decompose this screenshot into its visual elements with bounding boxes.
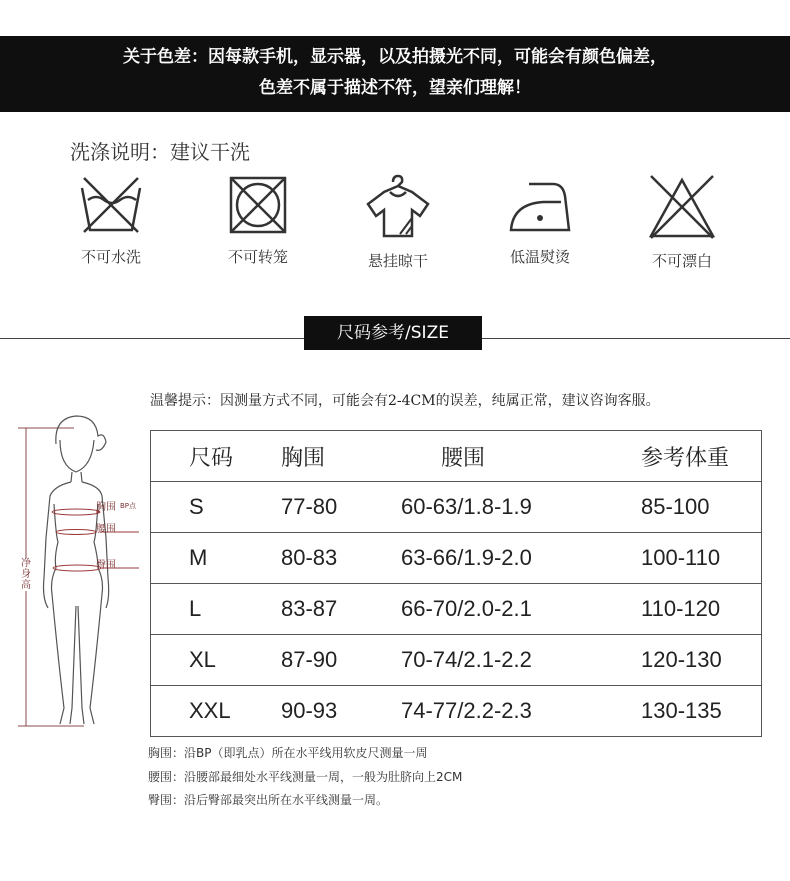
cell-chest: 83-87 xyxy=(281,584,401,635)
table-row xyxy=(151,533,762,584)
care-item-no-tumble xyxy=(203,174,313,267)
table-header-row xyxy=(151,431,762,482)
care-item-no-wash xyxy=(56,174,166,267)
care-label: 不可漂白 xyxy=(651,252,712,270)
low-iron-icon xyxy=(507,174,573,236)
note-chest: 胸围：沿BP（即乳点）所在水平线用软皮尺测量一周 xyxy=(148,746,428,760)
care-item-low-iron xyxy=(485,174,595,267)
wash-instructions-title: 洗涤说明：建议干洗 xyxy=(70,140,250,164)
size-section-label: 尺码参考/SIZE xyxy=(304,316,482,350)
care-item-no-bleach xyxy=(627,174,737,271)
note-hip: 臀围：沿后臀部最突出所在水平线测量一周。 xyxy=(148,793,389,807)
cell-size: S xyxy=(151,482,282,533)
cell-weight: 110-120 xyxy=(641,584,762,635)
cell-size: XXL xyxy=(151,686,282,737)
figure-waist-label: 腰围 xyxy=(96,524,116,535)
care-label: 悬挂晾干 xyxy=(367,252,428,270)
cell-waist: 63-66/1.9-2.0 xyxy=(401,533,641,584)
care-item-hang-dry xyxy=(343,174,453,271)
table-row xyxy=(151,482,762,533)
cell-chest: 87-90 xyxy=(281,635,401,686)
table-row xyxy=(151,584,762,635)
note-waist: 腰围：沿腰部最细处水平线测量一周，一般为肚脐向上2CM xyxy=(148,769,463,784)
no-bleach-icon xyxy=(647,174,717,240)
figure-chest-label: 胸围 xyxy=(96,502,116,513)
header-weight: 参考体重 xyxy=(641,431,762,482)
figure-illustration xyxy=(14,408,149,733)
body-measurement-figure xyxy=(14,408,149,737)
care-label: 不可水洗 xyxy=(80,248,141,266)
cell-chest: 77-80 xyxy=(281,482,401,533)
table-row xyxy=(151,635,762,686)
header-size: 尺码 xyxy=(151,431,282,482)
care-label: 低温熨烫 xyxy=(509,248,570,266)
figure-bp-label: BP点 xyxy=(120,502,137,510)
cell-weight: 130-135 xyxy=(641,686,762,737)
cell-chest: 80-83 xyxy=(281,533,401,584)
banner-line-1: 关于色差：因每款手机，显示器，以及拍摄光不同，可能会有颜色偏差， xyxy=(123,47,667,67)
banner-line-2: 色差不属于描述不符，望亲们理解！ xyxy=(259,78,531,98)
figure-height-label: 净身高 xyxy=(21,558,31,591)
cell-waist: 60-63/1.8-1.9 xyxy=(401,482,641,533)
cell-size: L xyxy=(151,584,282,635)
hang-dry-icon xyxy=(362,174,434,240)
header-waist: 腰围 xyxy=(401,431,641,482)
table-row xyxy=(151,686,762,737)
cell-waist: 70-74/2.1-2.2 xyxy=(401,635,641,686)
measurement-notes xyxy=(148,742,462,813)
cell-waist: 66-70/2.0-2.1 xyxy=(401,584,641,635)
no-tumble-dry-icon xyxy=(225,174,291,236)
cell-weight: 85-100 xyxy=(641,482,762,533)
cell-size: M xyxy=(151,533,282,584)
care-label: 不可转笼 xyxy=(227,248,288,266)
cell-chest: 90-93 xyxy=(281,686,401,737)
color-difference-banner xyxy=(0,36,790,112)
cell-weight: 100-110 xyxy=(641,533,762,584)
cell-weight: 120-130 xyxy=(641,635,762,686)
measurement-tip: 温馨提示：因测量方式不同，可能会有2-4CM的误差，纯属正常，建议咨询客服。 xyxy=(150,393,660,409)
cell-waist: 74-77/2.2-2.3 xyxy=(401,686,641,737)
header-chest: 胸围 xyxy=(281,431,401,482)
no-wash-icon xyxy=(78,174,144,236)
size-table xyxy=(150,430,762,737)
figure-hip-label: 臀围 xyxy=(96,560,116,571)
cell-size: XL xyxy=(151,635,282,686)
